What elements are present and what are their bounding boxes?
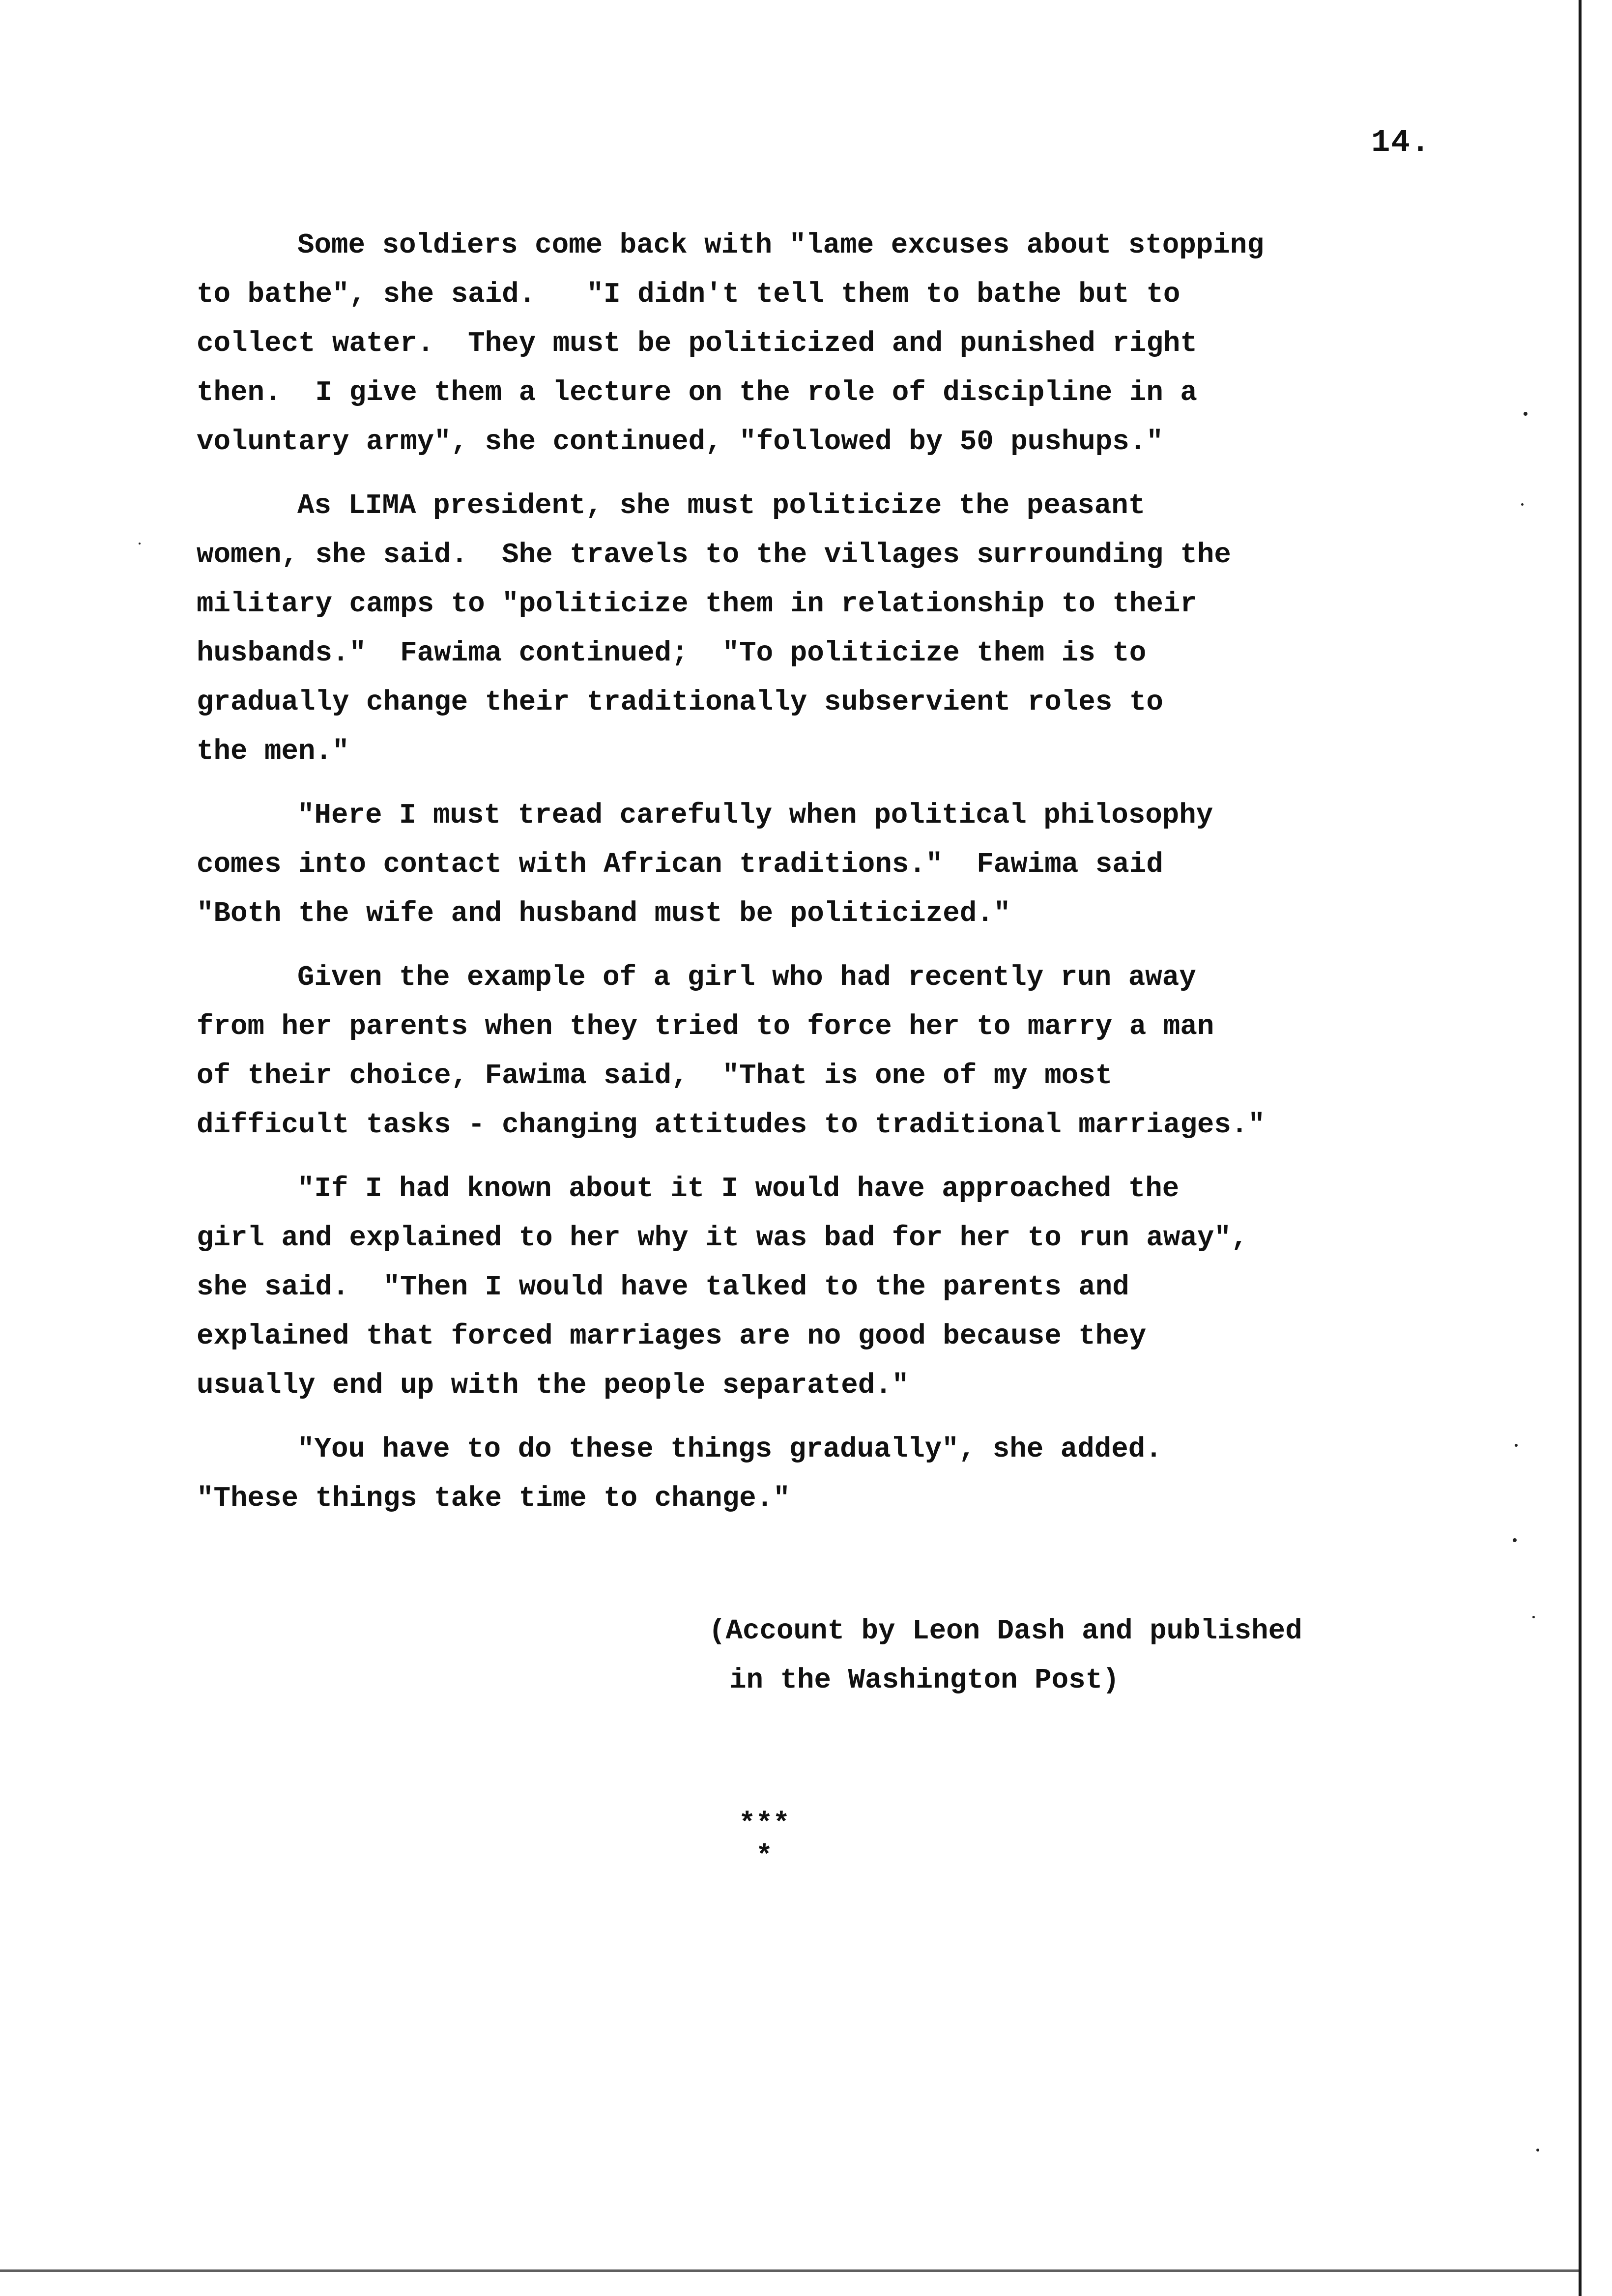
- attribution-line-1: (Account by Leon Dash and published: [709, 1615, 1302, 1647]
- scan-speck: [1515, 1444, 1518, 1447]
- paragraph-4: [197, 953, 1455, 1150]
- paragraph-1: [197, 221, 1455, 467]
- paragraph-3: [197, 791, 1455, 939]
- text-line: husbands." Fawima continued; "To politicize them is to: [197, 637, 1147, 669]
- paragraph-2: [197, 482, 1455, 776]
- text-line: women, she said. She travels to the villages surrounding the: [197, 539, 1231, 571]
- text-line: she said. "Then I would have talked to the parents and: [197, 1271, 1129, 1303]
- scan-speck: [1513, 1538, 1517, 1542]
- scan-speck: [139, 543, 141, 545]
- text-line: "Both the wife and husband must be politicized.": [197, 898, 1011, 930]
- text-line: Given the example of a girl who had recently run away: [297, 962, 1196, 994]
- text-line: girl and explained to her why it was bad for her to run away",: [197, 1222, 1248, 1254]
- text-line: to bathe", she said. "I didn't tell them to bathe but to: [197, 279, 1180, 311]
- text-line: of their choice, Fawima said, "That is one of my most: [197, 1060, 1113, 1092]
- paragraph-6: [197, 1425, 1455, 1523]
- separator-line-2: *: [755, 1841, 773, 1873]
- separator-line-1: ***: [738, 1808, 790, 1840]
- text-line: gradually change their traditionally subservient roles to: [197, 687, 1163, 718]
- text-line: from her parents when they tried to force her to marry a man: [197, 1011, 1214, 1043]
- text-line: the men.": [197, 736, 349, 768]
- page-number: 14.: [1371, 125, 1431, 161]
- text-line: As LIMA president, she must politicize the peasant: [297, 490, 1146, 522]
- text-line: explained that forced marriages are no good because they: [197, 1320, 1147, 1352]
- scan-speck: [1524, 412, 1527, 416]
- article-body: [197, 221, 1455, 1538]
- text-line: "Here I must tread carefully when political philosophy: [297, 800, 1213, 832]
- attribution-line-2: in the Washington Post): [729, 1665, 1120, 1696]
- text-line: usually end up with the people separated.": [197, 1370, 909, 1402]
- text-line: military camps to "politicize them in relationship to their: [197, 588, 1197, 620]
- text-line: "If I had known about it I would have approached the: [297, 1173, 1180, 1205]
- text-line: collect water. They must be politicized and punished right: [197, 328, 1197, 360]
- scan-speck: [1532, 1616, 1535, 1618]
- text-line: Some soldiers come back with "lame excuses about stopping: [297, 230, 1264, 261]
- page-edge-right: [1579, 0, 1582, 2296]
- text-line: difficult tasks - changing attitudes to traditional marriages.": [197, 1109, 1265, 1141]
- paragraph-5: [197, 1165, 1455, 1410]
- text-line: "These things take time to change.": [197, 1483, 790, 1515]
- scan-speck: [1536, 2149, 1539, 2152]
- section-separator: [732, 1808, 796, 1873]
- text-line: then. I give them a lecture on the role of discipline in a: [197, 377, 1197, 409]
- source-attribution: [709, 1607, 1302, 1705]
- text-line: voluntary army", she continued, "followed by 50 pushups.": [197, 426, 1163, 458]
- scan-speck: [1521, 503, 1524, 506]
- page-edge-bottom: [0, 2269, 1579, 2272]
- text-line: comes into contact with African traditions." Fawima said: [197, 849, 1163, 881]
- text-line: "You have to do these things gradually", she added.: [297, 1434, 1162, 1465]
